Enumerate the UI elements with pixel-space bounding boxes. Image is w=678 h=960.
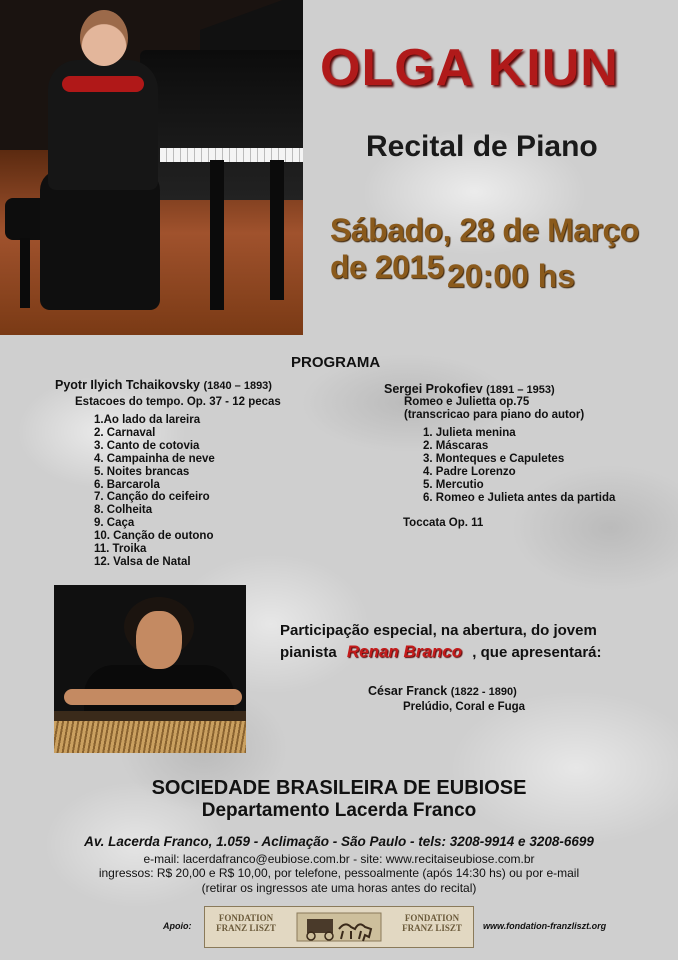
composer-years: (1822 - 1890) xyxy=(450,686,517,698)
special-line2 xyxy=(280,641,660,663)
list-item: 4. Campainha de neve xyxy=(94,452,215,465)
list-item: 9. Caça xyxy=(94,517,135,530)
composer-name: César Franck xyxy=(368,684,448,698)
list-item: 3. Monteques e Capuletes xyxy=(423,452,565,465)
sponsor-website: www.fondation-franzliszt.org xyxy=(483,921,607,931)
sponsor-logo-right: FONDATION FRANZ LISZT xyxy=(402,913,462,933)
carriage-icon xyxy=(295,911,383,943)
special-line2-pre: pianista xyxy=(280,644,337,661)
event-date: Sábado, 28 de Março de 2015 xyxy=(330,212,639,285)
tickets-line: ingressos: R$ 20,00 e R$ 10,00, por telefone, pessoalmente (após 14:30 hs) ou por e-mail xyxy=(98,866,580,880)
performer-name: OLGA KIUN xyxy=(320,39,619,97)
list-item: 12. Valsa de Natal xyxy=(94,555,191,568)
list-item: 5. Mercutio xyxy=(423,478,484,491)
sponsor-banner xyxy=(204,906,474,948)
prokofiev-list xyxy=(423,427,615,504)
franck-heading xyxy=(368,684,517,698)
address: Av. Lacerda Franco, 1.059 - Aclimação - São Paulo - tels: 3208-9914 e 3208-6699 xyxy=(84,834,594,849)
list-item: 10. Canção de outono xyxy=(94,530,214,543)
composer-years: (1891 – 1953) xyxy=(486,384,555,396)
tchaikovsky-heading xyxy=(55,378,272,392)
special-participation xyxy=(280,620,660,663)
list-item: 3. Canto de cotovia xyxy=(94,439,200,452)
tchaikovsky-work: Estacoes do tempo. Op. 37 - 12 pecas xyxy=(75,396,281,408)
composer-name: Sergei Prokofiev xyxy=(384,382,483,396)
list-item: 2. Máscaras xyxy=(423,439,489,452)
list-item: 5. Noites brancas xyxy=(94,465,190,478)
organization-name: SOCIEDADE BRASILEIRA DE EUBIOSE xyxy=(151,777,527,799)
list-item: 7. Canção do ceifeiro xyxy=(94,491,210,504)
franck-work: Prelúdio, Coral e Fuga xyxy=(403,701,526,713)
prokofiev-work-note: (transcricao para piano do autor) xyxy=(404,409,585,421)
special-line1: Participação especial, na abertura, do jovem xyxy=(280,622,597,639)
list-item: 2. Carnaval xyxy=(94,426,156,439)
list-item: 1.Ao lado da lareira xyxy=(94,414,201,426)
sponsor-logo-left: FONDATION FRANZ LISZT xyxy=(216,913,276,933)
toccata-work: Toccata Op. 11 xyxy=(403,517,484,529)
composer-name: Pyotr Ilyich Tchaikovsky xyxy=(55,378,200,392)
guest-name: Renan Branco xyxy=(346,642,463,661)
apoio-label: Apoio: xyxy=(163,921,192,931)
tchaikovsky-list xyxy=(94,414,215,569)
list-item: 6. Barcarola xyxy=(94,478,160,491)
list-item: 6. Romeo e Julieta antes da partida xyxy=(423,491,616,504)
prokofiev-work: Romeo e Julietta op.75 xyxy=(404,396,530,408)
event-type: Recital de Piano xyxy=(366,130,598,163)
special-line2-post: , que apresentará: xyxy=(472,644,602,661)
department-name: Departamento Lacerda Franco xyxy=(201,800,477,821)
list-item: 11. Troika xyxy=(94,543,147,556)
prokofiev-heading xyxy=(384,382,555,396)
pianist-photo xyxy=(0,0,303,335)
composer-years: (1840 – 1893) xyxy=(203,380,272,392)
program-heading: PROGRAMA xyxy=(291,354,381,371)
tickets-note: (retirar os ingressos ate uma horas antes do recital) xyxy=(201,881,477,895)
list-item: 4. Padre Lorenzo xyxy=(423,465,516,478)
guest-pianist-photo xyxy=(54,585,246,753)
contact-line: e-mail: lacerdafranco@eubiose.com.br - site: www.recitaiseubiose.com.br xyxy=(143,852,535,866)
list-item: 8. Colheita xyxy=(94,504,153,517)
event-time: 20:00 hs xyxy=(447,258,576,294)
list-item: 1. Julieta menina xyxy=(423,427,516,439)
